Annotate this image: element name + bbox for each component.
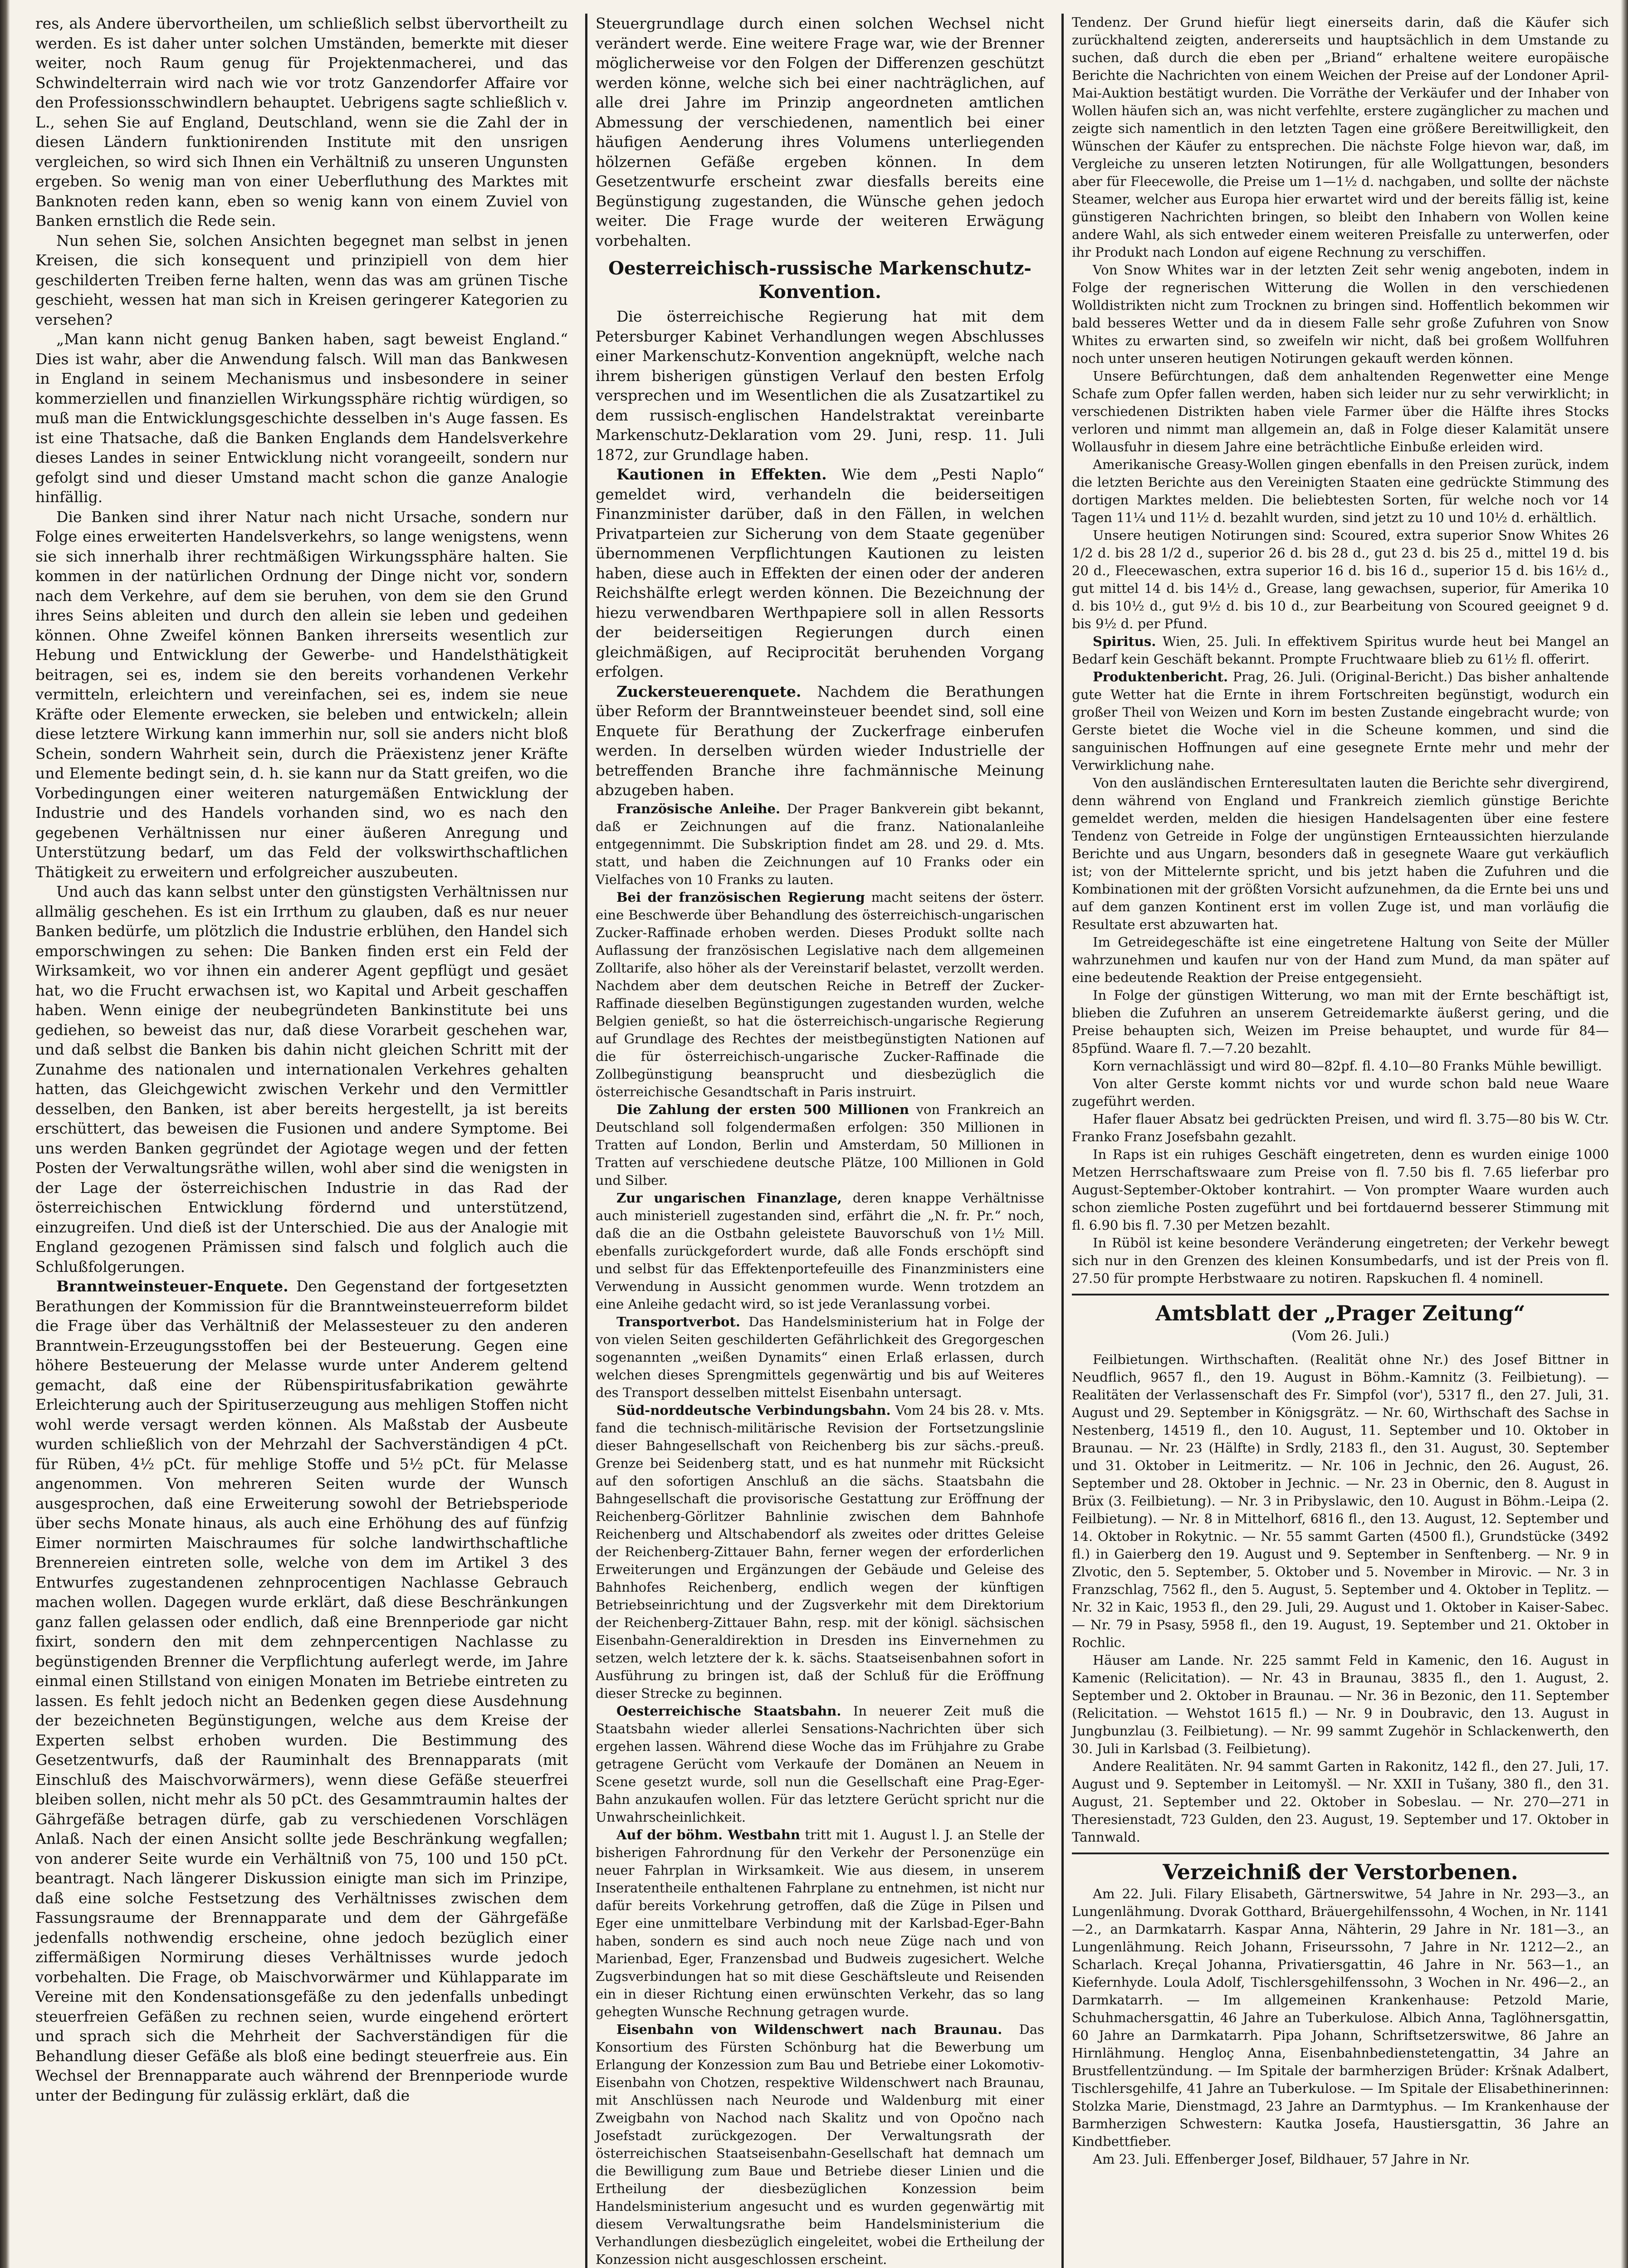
- article-paragraph: [596, 682, 1044, 800]
- column-2: [585, 14, 1052, 2268]
- section-heading-kautionen: Kautionen in Effekten.: [616, 465, 827, 483]
- article-paragraph: [596, 889, 1044, 1101]
- column-1: [27, 14, 576, 2268]
- article-paragraph: In Raps ist ein ruhiges Geschäft eingetreten, denn es wurden einige 1000 Metzen Herrschaftswaare zum Preise von fl. 7.50 bis fl. 7.65 lieferbar pro August-September-Oktober kontrahirt. — Von prompter Waare wurden auch schon ziemliche Posten zugeführt und bei fortdauernd besserer Stimmung mit fl. 6.90 bis fl. 7.30 per Metzen bezahlt.: [1072, 1147, 1609, 1233]
- article-paragraph: Häuser am Lande. Nr. 225 sammt Feld in Kamenic, den 16. August in Kamenic (Relicitation). — Nr. 43 in Braunau, 3835 fl., den 1. August, 2. September und 2. Oktober in Braunau. — Nr. 36 in Bezonic, den 11. September (Relicitation. — Wehstot 1615 fl.) — Nr. 9 in Doubravic, den 13. August in Jungbunzlau (3. Feilbietung). — Nr. 99 sammt Zugehör in Schlackenwerth, den 30. Juli in Karlsbad (3. Feilbietung).: [1072, 1652, 1609, 1756]
- article-paragraph: In Rüböl ist keine besondere Veränderung eingetreten; der Verkehr bewegt sich nur in den Grenzen des kleinen Konsumbedarfs, und ist der Preis von fl. 27.50 für prompte Herbstwaare zu notiren. Rapskuchen fl. 4 nominell.: [1072, 1235, 1609, 1286]
- section-heading-braunau: Eisenbahn von Wildenschwert nach Braunau.: [616, 2021, 1002, 2037]
- article-text: deren knappe Verhältnisse auch ministeriell zugestanden sind, erfährt die „N. fr. Pr.“ noch, daß die an die Ostbahn geleistete Bauvorschuß von 1½ Mill. ebenfalls zurückgefordert wurde, daß alle Fonds erschöpft sind und selbst für das Effektenportefeuille des Finanzministers eine Verwendung in Aussicht genommen wurde. Wenn trotzdem an eine Anleihe gedacht wird, so ist jede Veranlassung vorbei.: [596, 1190, 1045, 1312]
- page-edge-shadow-left: [0, 0, 10, 2268]
- section-heading-finanzlage: Zur ungarischen Finanzlage,: [616, 1190, 842, 1206]
- article-paragraph: Unsere heutigen Notirungen sind: Scoured, extra superior Snow Whites 26 1/2 d. bis 28 1/2 d., superior 26 d. bis 28 d., gut 23 d. bis 25 d., mittel 19 d. bis 20 d., Fleecewaschen, extra superior 16 d. bis 16 d., superior 15 d. bis 16½ d., gut mittel 14 d. bis 14½ d., Grease, lang gewachsen, superior, für Amerika 10 d. bis 10½ d., gut 9½ d. bis 10 d., zur Bearbeitung von Scoured geeignet 9 d. bis 9½ d. per Pfund.: [1072, 528, 1609, 631]
- section-heading-branntweinsteuer: Branntweinsteuer-Enquete.: [56, 1277, 288, 1295]
- article-text: von Frankreich an Deutschland soll folgendermaßen erfolgen: 350 Millionen in Tratten auf London, Berlin und Amsterdam, 50 Millionen in Tratten auf verschiedene deutsche Plätze, 100 Millionen in Gold und Silber.: [596, 1101, 1045, 1188]
- article-text: Prag, 26. Juli. (Original-Bericht.) Das bisher anhaltende gute Wetter hat die Ernte in ihrem Fortschreiten begünstigt, wodurch ein großer Theil von Weizen und Korn im besten Zustande eingebracht wurde; von Gerste bietet die Woche viel in die Scheune kommen, und sind die sanguinischen Hoffnungen auf eine gesegnete Ernte mehr und mehr der Verwirklichung nahe.: [1072, 669, 1609, 773]
- column-3: [1061, 14, 1617, 2268]
- article-paragraph: [596, 1402, 1044, 1702]
- article-text: Der Prager Bankverein gibt bekannt, daß er Zeichnungen auf die franz. Nationalanleihe entgegennimmt. Die Subskription findet am 28. und 29. d. Mts. statt, und haben die Zeichnungen auf 10 Franks oder ein Vielfaches von 10 Franks zu lauten.: [596, 801, 1044, 887]
- article-paragraph: [35, 1276, 568, 2105]
- section-heading-anleihe: Französische Anleihe.: [616, 801, 781, 816]
- article-paragraph: [596, 1826, 1044, 2021]
- article-paragraph: [596, 1702, 1044, 1826]
- article-paragraph: Die österreichische Regierung hat mit dem Petersburger Kabinet Verhandlungen wegen Abschlusses einer Markenschutz-Konvention angeknüpft, welche nach ihrem bisherigen günstigen Verlauf den besten Erfolg versprechen und im Wesentlichen die als Zusatzartikel zu dem russisch-englischen Handelstraktat vereinbarte Markenschutz-Deklaration vom 29. Juni, resp. 11. Juli 1872, zur Grundlage haben.: [596, 308, 1044, 464]
- section-subheading-date: (Vom 26. Juli.): [1291, 1328, 1389, 1344]
- article-paragraph: [596, 1189, 1044, 1313]
- article-paragraph: Die Banken sind ihrer Natur nach nicht Ursache, sondern nur Folge eines erweiterten Handelsverkehrs, so lange wenigstens, wenn sie sich innerhalb ihrer rechtmäßigen Wirkungssphäre halten. Sie kommen in der natürlichen Ordnung der Dinge nicht vor, sondern nach dem Verkehre, auf dem sie beruhen, von dem sie den Grund ihres Seins ableiten und durch den allein sie leben und gedeihen können. Ohne Zweifel können Banken ihrerseits wesentlich zur Hebung und Entwicklung der Gewerbe- und Handelsthätigkeit beitragen, sei es, indem sie den bereits vorhandenen Verkehr vermitteln, erleichtern und vereinfachen, sei es, indem sie neue Kräfte oder Elemente erwecken, sie beleben und entwickeln; allein diese letztere Wirkung kann immerhin nur, soll sie anders nicht bloß Schein, sondern Wahrheit sein, durch die Präexistenz jener Kräfte und Elemente bedingt sein, d. h. sie kann nur da Statt greifen, wo die Vorbedingungen einer weiteren naturgemäßen Entwicklung der Industrie und des Handels vorhanden sind, wo es nach den gegebenen Verhältnissen nur einer äußeren Anregung und Unterstützung bedarf, um das Feld der volkswirthschaftlichen Thätigkeit zu erweitern und erfolgreicher auszubeuten.: [35, 508, 568, 881]
- article-paragraph: Im Getreidegeschäfte ist eine eingetretene Haltung von Seite der Müller wahrzunehmen und kaufen nur von der Hand zum Mund, da man später auf eine bedeutende Reaktion der Preise entgegensieht.: [1072, 934, 1609, 985]
- article-paragraph: In Folge der günstigen Witterung, wo man mit der Ernte beschäftigt ist, blieben die Zufuhren an unserem Getreidemarkte äußerst gering, und die Preise behaupten sich, Weizen im Preise behauptet, und wurde für 84—85pfünd. Waare fl. 7.—7.20 bezahlt.: [1072, 987, 1609, 1056]
- article-paragraph: [1072, 668, 1609, 774]
- article-text: Das Konsortium des Fürsten Schönburg hat die Bewerbung um Erlangung der Konzession zum Bau und Betriebe einer Lokomotiv-Eisenbahn von Chotzen, respektive Wildenschwert nach Braunau, mit Anschlüssen nach Neurode und Waldenburg mit einer Zweigbahn von Nachod nach Skalitz und von Opočno nach Josefstadt zurückgezogen. Der Verwaltungsrath der österreichischen Staatseisenbahn-Gesellschaft hat demnach um die Bewilligung zum Baue und Betriebe dieser Linien und die Ertheilung der diesbezüglichen Konzession beim Handelsministerium angesucht und es wurden gegenwärtig mit diesem Verwaltungsrathe beim Handelsministerium die Verhandlungen diesbezüglich eingeleitet, wobei die Ertheilung der Konzession nicht ausgeschlossen erscheint.: [596, 2021, 1044, 2267]
- section-heading-zuckersteuer: Zuckersteuerenquete.: [616, 682, 802, 700]
- divider: [1072, 1294, 1609, 1295]
- article-text: Vom 24 bis 28. v. Mts. fand die technisch-militärische Revision der Fortsetzungslinie dieser Bahngesellschaft von Reichenberg bis zur sächs.-preuß. Grenze bei Seidenberg statt, und es hat nunmehr mit Rücksicht auf den sofortigen Anschluß an die sächs. Staatsbahn die Bahngesellschaft die provisorische Gestattung zur Eröffnung der Reichenberg-Görlitzer Bahnlinie zwischen dem Bahnhofe Reichenberg und Altschabendorf als zweites oder drittes Geleise der Reichenberg-Zittauer Bahn, ferner wegen der erforderlichen Erweiterungen und Ergänzungen der Gebäude und Geleise des Bahnhofes Reichenberg, endlich wegen der künftigen Betriebseinrichtung und der Zugsverkehr mit dem Direktorium der Reichenberg-Zittauer Bahn, resp. mit der königl. sächsischen Eisenbahn-Generaldirektion in Dresden ins Einvernehmen zu setzen, welch letztere der k. k. sächs. Staatseisenbahnen sofort in Ausführung zu bringen ist, daß der Schluß für die Eröffnung dieser Strecke zu beginnen.: [596, 1402, 1045, 1701]
- section-heading-regierung: Bei der französischen Regierung: [616, 889, 865, 905]
- page-edge-shadow-right: [1621, 0, 1628, 2268]
- article-paragraph: [596, 464, 1044, 682]
- divider: [1072, 1853, 1609, 1854]
- article-paragraph: Von Snow Whites war in der letzten Zeit sehr wenig angeboten, indem in Folge der regnerischen Witterung die Wollen in den verschiedenen Wolldistrikten nicht zum Trocknen zu bringen sind. Hoffentlich bekommen wir bald besseres Wetter und da in diesem Falle sehr große Zufuhren von Snow Whites zu erwarten sind, so zweifeln wir nicht, daß bei großem Wollfuhren noch unter unseren heutigen Notirungen gekauft werden können.: [1072, 262, 1609, 366]
- article-paragraph: Am 23. Juli. Effenberger Josef, Bildhauer, 57 Jahre in Nr.: [1093, 2151, 1470, 2167]
- section-heading-verbindungsbahn: Süd-norddeutsche Verbindungsbahn.: [616, 1402, 891, 1418]
- article-paragraph: Und auch das kann selbst unter den günstigsten Verhältnissen nur allmälig geschehen. Es ist ein Irrthum zu glauben, daß es nur neuer Banken bedürfe, um plötzlich die Industrie erblühen, den Handel sich emporschwingen zu sehen: Die Banken finden erst ein Feld der Wirksamkeit, wo vor ihnen ein anderer Agent gepflügt und gesäet hat, wo die Frucht erwachsen ist, wo Kapital und Arbeit geschaffen haben. Wenn einige der neubegründeten Bankinstitute bei uns gediehen, so beweist das nur, daß diese Vorarbeit geschehen war, und daß selbst die Banken bis dahin nicht gleichen Schritt mit der Zunahme des nationalen und internationalen Verkehres gehalten hatten, das Gleichgewicht zwischen Verkehr und den Vermittler desselben, den Banken, ist aber bereits hergestellt, ja ist bereits erschüttert, das beweisen die Fusionen und andere Symptome. Bei uns werden Banken gegründet der Agiotage wegen und der fetten Posten der Verwaltungsräthe willen, wohl aber sind die wenigsten in der Lage der österreichischen Industrie in das Rad der österreichischen Entwicklung fördernd und unterstützend, einzugreifen. Und dieß ist der Unterschied. Die aus der Analogie mit England gezogenen Prämissen sind falsch und folglich auch die Schlußfolgerungen.: [35, 883, 568, 1276]
- article-paragraph: Korn vernachlässigt und wird 80—82pf. fl. 4.10—80 Franks Mühle bewilligt.: [1093, 1058, 1602, 1074]
- article-paragraph: [1072, 633, 1609, 668]
- section-heading-millionen: Die Zahlung der ersten 500 Millionen: [616, 1101, 909, 1117]
- article-paragraph: Am 22. Juli. Filary Elisabeth, Gärtnerswitwe, 54 Jahre in Nr. 293—3., an Lungenlähmung. Dvorak Gotthard, Bräuergehilfenssohn, 4 Wochen, in Nr. 1141—2., an Darmkatarrh. Kaspar Anna, Nähterin, 29 Jahre in Nr. 181—3., an Lungenlähmung. Reich Johann, Friseurssohn, 7 Jahre in Nr. 1212—2., an Scharlach. Kreçal Johanna, Privatiersgattin, 46 Jahre in Nr. 563—1., an Kiefernhyde. Loula Adolf, Tischlersgehilfenssohn, 3 Wochen in Nr. 496—2., an Darmkatarrh. — Im allgemeinen Krankenhause: Petzold Marie, Schuhmachersgattin, 46 Jahre an Tuberkulose. Albich Anna, Taglöhnersgattin, 60 Jahre an Darmkatarrh. Pipa Johann, Schriftsetzerswitwe, 86 Jahre an Hirnlähmung. Hengloç Anna, Eisenbahnbedienstetengattin, 34 Jahre an Brustfellentzündung. — Im Spitale der barmherzigen Brüder: Kršnak Adalbert, Tischlersgehilfe, 41 Jahre an Tuberkulose. — Im Spitale der Elisabethinerinnen: Stolzka Marie, Dienstmagd, 23 Jahre an Darmtyphus. — Im Krankenhause der Barmherzigen Schwestern: Kautka Josefa, Haustiersgattin, 36 Jahre an Kindbettfieber.: [1072, 1886, 1609, 2149]
- article-paragraph: Andere Realitäten. Nr. 94 sammt Garten in Rakonitz, 142 fl., den 27. Juli, 17. August und 9. September in Leitomyšl. — Nr. XXII in Tušany, 380 fl., den 31. August, 21. September und 22. Oktober in Sobeslau. — Nr. 270—271 in Theresienstadt, 723 Gulden, den 23. August, 19. September und 17. Oktober in Tannwald.: [1072, 1758, 1609, 1845]
- article-paragraph: Steuergrundlage durch einen solchen Wechsel nicht verändert werde. Eine weitere Frage war, wie der Brenner möglicherweise vor den Folgen der Differenzen geschützt werden könne, welche sich bei einer nachträglichen, auf alle drei Jahre im Prinzip angeordneten amtlichen Abmessung der verschiedenen, namentlich bei einer häufigen Aenderung ihres Volumens unterliegenden hölzernen Gefäße ergeben können. In dem Gesetzentwurfe erscheint zwar diesfalls bereits eine Begünstigung zugestanden, die Wünsche gehen jedoch weiter. Die Frage wurde der weiteren Erwägung vorbehalten.: [596, 15, 1044, 249]
- article-text: In neuerer Zeit muß die Staatsbahn wieder allerlei Sensations-Nachrichten über sich ergehen lassen. Während diese Woche das im Frühjahre zu Grabe getragene Gerücht vom Verkaufe der Domänen an Neuem in Scene gesetzt wurde, soll nun die Gesellschaft eine Prag-Eger-Bahn anzukaufen wollen. Für das letztere Gerücht spricht nur die Unwahrscheinlichkeit.: [596, 1703, 1044, 1825]
- article-paragraph: [596, 2021, 1044, 2268]
- article-text: Wien, 25. Juli. In effektivem Spiritus wurde heut bei Mangel an Bedarf kein Geschäft bekannt. Prompte Fruchtwaare blieb zu 61½ fl. offerirt.: [1072, 634, 1609, 667]
- article-paragraph: [596, 1101, 1044, 1189]
- article-paragraph: Von den ausländischen Ernteresultaten lauten die Berichte sehr divergirend, denn während von England und Frankreich ziemlich günstige Berichte gemeldet werden, melden die hiesigen Handelsagenten über eine festere Tendenz von Getreide in Folge der ungünstigen Ernteaussichten hierzulande Berichte und aus Ungarn, besonders daß in gesegnete Waare gut verkäuflich ist; von der Mittelernte spricht, und bis jetzt haben die Zufuhren und die Kombinationen mit der größten Vorsicht aufzunehmen, da die Ernte bei uns und auf dem ganzen Kontinent erst im vollen Zuge ist, und man vorläufig die Resultate erst abzuwarten hat.: [1072, 775, 1609, 932]
- article-paragraph: [596, 1313, 1044, 1402]
- article-paragraph: „Man kann nicht genug Banken haben, sagt beweist England.“ Dies ist wahr, aber die Anwendung falsch. Will man das Bankwesen in England in seinem Mechanismus und insbesondere in seiner kommerziellen und finanziellen Wirkungssphäre richtig würdigen, so muß man die Entwicklungsgeschichte desselben in's Auge fassen. Es ist eine Thatsache, daß die Banken Englands dem Handelsverkehre dieses Landes in seiner Entwicklung nicht vorangeeilt, sondern nur gefolgt sind und dieser Umstand macht schon die ganze Analogie hinfällig.: [35, 330, 568, 506]
- article-paragraph: Amerikanische Greasy-Wollen gingen ebenfalls in den Preisen zurück, indem die letzten Berichte aus den Vereinigten Staaten eine gedrückte Stimmung des dortigen Marktes melden. Die beliebtesten Sorten, für welche noch vor 14 Tagen 11¼ und 11½ d. bezahlt wurden, sind jetzt zu 10 und 10½ d. erhältlich.: [1072, 457, 1609, 525]
- section-heading-verstorbene: Verzeichniß der Verstorbenen.: [1163, 1859, 1518, 1884]
- section-heading-markenschutz: Oesterreichisch-russische Markenschutz-Konvention.: [608, 258, 1032, 303]
- article-paragraph: Unsere Befürchtungen, daß dem anhaltenden Regenwetter eine Menge Schafe zum Opfer fallen werden, haben sich leider nur zu sehr verwirklicht; in verschiedenen Distrikten haben viele Farmer über die Hälfte ihres Stocks verloren und nimmt man allgemein an, daß in Folge dieser Kalamität unsere Wollausfuhr in diesem Jahre eine beträchtliche Einbuße erleiden wird.: [1072, 368, 1609, 455]
- section-heading-amtsblatt: Amtsblatt der „Prager Zeitung“: [1155, 1301, 1525, 1325]
- article-text: Das Handelsministerium hat in Folge der von vielen Seiten geschilderten Gefährlichkeit des Gregorgeschen sogenannten „weißen Dynamits“ einen Erlaß erlassen, durch welchen dieses Sprengmittels gegenwärtig und bis auf Weiteres des Transport desselben mittelst Eisenbahn untersagt.: [596, 1314, 1044, 1400]
- article-text: tritt mit 1. August l. J. an Stelle der bisherigen Fahrordnung für den Verkehr der Personenzüge ein neuer Fahrplan in Wirksamkeit. Wie aus diesem, in unserem Inseratentheile enthaltenen Fahrplane zu entnehmen, ist nicht nur dafür bereits Vorkehrung getroffen, daß die Züge in Pilsen und Eger eine unmittelbare Verbindung mit der Karlsbad-Eger-Bahn haben, sondern es sind auch noch neue Züge nach und von Marienbad, Eger, Franzensbad und Budweis zugesichert. Welche Zugsverbindungen hat so mit diese Geschäftsleute und Reisenden ein in dieser Richtung einen erwünschten Verkehr, das so lang gehegten Wunsche Rechnung getragen wurde.: [596, 1827, 1045, 2019]
- article-text: Nachdem die Berathungen über Reform der Branntweinsteuer beendet sind, soll eine Enquete für Berathung der Zuckerfrage einberufen werden. In derselben würden wieder Industrielle der betreffenden Branche ihre fachmännische Meinung abzugeben haben.: [596, 682, 1045, 799]
- article-paragraph: Von alter Gerste kommt nichts vor und wurde schon bald neue Waare zugeführt werden.: [1072, 1076, 1609, 1109]
- article-paragraph: Tendenz. Der Grund hiefür liegt einerseits darin, daß die Käufer sich zurückhaltend zeigten, andererseits und hauptsächlich in dem Umstande zu suchen, daß durch die eben per „Briand“ erhaltene weitere europäische Berichte die Nachrichten von einem Weichen der Preise auf der Londoner April-Mai-Auktion bestätigt wurden. Die Vorräthe der Verkäufer und der Inhaber von Wollen häufen sich an, was nicht verfehlte, erstere zugänglicher zu machen und zeigte sich namentlich in den letzten Tagen eine größere Bereitwilligkeit, den Wünschen der Käufer zu entsprechen. Die nächste Folge hievon war, daß, im Vergleiche zu unseren letzten Notirungen, für alle Wollgattungen, besonders aber für Fleecewolle, die Preise um 1—1½ d. nachgaben, und sollte der nächste Steamer, welcher aus Europa hier erwartet wird und der bereits fällig ist, keine günstigeren Nachrichten bringen, so bleibt den Inhabern von Wollen keine andere Wahl, als sich entweder einem weiteren Preisfalle zu unterwerfen, oder ihr Produkt nach London auf eigene Rechnung zu verschiffen.: [1072, 15, 1609, 260]
- section-heading-spiritus: Spiritus.: [1093, 634, 1156, 649]
- section-heading-produktenbericht: Produktenbericht.: [1093, 669, 1228, 684]
- article-text: macht seitens der österr. eine Beschwerde über Behandlung des österreichisch-ungarischen Zucker-Raffinade erhoben werden. Dieses Produkt sollte nach Auflassung der französischen Legislative nach dem allgemeinen Zolltarife, also höher als der Vereinstarif belastet, verzollt werden. Nachdem aber dem deutschen Reiche in Betreff der Zucker-Raffinade dieselben Begünstigungen zugestanden wurden, welche Belgien genießt, so hat die österreichisch-ungarische Regierung auf Grundlage des Rechtes der meistbegünstigten Nationen auf die für österreichisch-ungarische Zucker-Raffinade die Zollbegünstigung beansprucht und diesbezüglich die österreichische Gesandtschaft in Paris instruirt.: [596, 889, 1045, 1100]
- section-heading-westbahn: Auf der böhm. Westbahn: [616, 1827, 800, 1843]
- article-paragraph: Nun sehen Sie, solchen Ansichten begegnet man selbst in jenen Kreisen, die sich konsequent und prinzipiell von dem hier geschilderten Treiben ferne halten, wenn das was am grünen Tische geschieht, wessen hat man sich in Kreisen geringerer Kategorien zu versehen?: [35, 231, 568, 328]
- article-paragraph: res, als Andere übervortheilen, um schließlich selbst übervortheilt zu werden. Es ist daher unter solchen Umständen, bemerkte mit dieser weiter, noch Raum genug für Projektenmacherei, und das Schwindelterrain wird nach wie vor trotz Ganzendorfer Affaire vor den Professionsschwindlern behauptet. Uebrigens sagte schließlich v. L., sehen Sie auf England, Deutschland, wenn sie die Zahl der in diesen Ländern funktionirenden Institute mit den unsrigen vergleichen, so wird sich Ihnen ein Verhältniß zu unseren Ungunsten ergeben. So wenig man von einer Ueberfluthung des Marktes mit Banknoten reden kann, eben so wenig kann von einem Zuviel von Banken ernstlich die Rede sein.: [35, 15, 568, 230]
- section-heading-transportverbot: Transportverbot.: [616, 1314, 740, 1330]
- article-text: Wie dem „Pesti Naplo“ gemeldet wird, verhandeln die beiderseitigen Finanzminister darüber, daß in den Fällen, in welchen Privatparteien zur Sicherung von dem Staate gegenüber übernommenen Verpflichtungen Kautionen zu leisten haben, diese auch in Effekten der einen oder der anderen Reichshälfte erlegt werden können. Die Bezeichnung der hiezu verwendbaren Werthpapiere soll in allen Ressorts der beiderseitigen Regierungen durch einen gleichmäßigen, auf Reciprocität beruhenden Vorgang erfolgen.: [596, 465, 1044, 680]
- article-paragraph: Hafer flauer Absatz bei gedrückten Preisen, und wird fl. 3.75—80 bis W. Ctr. Franko Franz Josefsbahn gezahlt.: [1072, 1111, 1609, 1144]
- article-paragraph: [596, 800, 1044, 889]
- article-paragraph: Feilbietungen. Wirthschaften. (Realität ohne Nr.) des Josef Bittner in Neudflich, 9657 fl., den 19. August in Böhm.-Kamnitz (3. Feilbietung). — Realitäten der Verlassenschaft des Fr. Simpfol (vor'), 5317 fl., den 27. Juli, 31. August und 29. September in Königsgrätz. — Nr. 60, Wirthschaft des Sachse in Nestenberg, 14519 fl., den 10. August, 11. September und 10. Oktober in Braunau. — Nr. 23 (Hälfte) in Srdly, 2183 fl., den 31. August, 30. September und 31. Oktober in Leitmeritz. — Nr. 106 in Jechnic, den 26. August, 26. September und 28. Oktober in Jechnic. — Nr. 23 in Obernic, den 8. August in Brüx (3. Feilbietung). — Nr. 3 in Pribyslawic, den 10. August in Böhm.-Leipa (2. Feilbietung). — Nr. 8 in Mittelhorf, 6816 fl., den 13. August, 12. September und 14. Oktober in Rokytnic. — Nr. 55 sammt Garten (4500 fl.), Grundstücke (3492 fl.) in Gaierberg den 19. August und 9. September in Senftenberg. — Nr. 9 in Zlvotic, den 5. September, 5. Oktober und 5. November in Mirovic. — Nr. 3 in Franzschlag, 7562 fl., den 5. August, 5. September und 4. Oktober in Teplitz. — Nr. 32 in Kaic, 1953 fl., den 29. Juli, 29. August und 1. Oktober in Kaiser-Sabec. — Nr. 79 in Psasy, 5958 fl., den 19. August, 19. September und 21. Oktober in Rochlic.: [1072, 1351, 1609, 1650]
- section-heading-staatsbahn: Oesterreichische Staatsbahn.: [616, 1703, 841, 1719]
- article-text: Den Gegenstand der fortgesetzten Berathungen der Kommission für die Branntweinsteuerreform bildet die Frage über das Verhältniß der Melassesteuer zu den anderen Branntwein-Erzeugungsstoffen bei der Besteuerung. Gegen eine höhere Besteuerung der Melasse wurde unter Anderem geltend gemacht, daß eine der Rübenspiritusfabrikation gewährte Erleichterung auch der Spirituserzeugung aus mehligen Stoffen nicht wohl werde versagt werden können. Als Maßstab der Ausbeute wurden schließlich von der Mehrzahl der Sachverständigen 4 pCt. für Rüben, 4½ pCt. für mehlige Stoffe und 5½ pCt. für Melasse angenommen. Von mehreren Seiten wurde der Wunsch ausgesprochen, daß eine Erweiterung sowohl der Betriebsperiode über sechs Monate hinaus, als auch eine Erhöhung des auf fünfzig Eimer normirten Maischraumes für solche landwirthschaftliche Brennereien eintreten solle, welche von dem im Artikel 3 des Entwurfes zugestandenen zehnprocentigen Nachlasse Gebrauch machen wollen. Dagegen wurde erklärt, daß diese Beschränkungen ganz fallen gelassen oder endlich, daß eine Brennperiode gar nicht fixirt, sondern den mit dem zehnpercentigen Nachlasse zu begünstigenden Brenner die Verpflichtung auferlegt werde, im Jahre einmal einen Stillstand von einigen Monaten im Betriebe eintreten zu lassen. Es fehlt jedoch nicht an Bedenken gegen diese Ausdehnung der bezeichneten Begünstigungen, welche aus dem Kreise der Experten selbst erhoben wurden. Die Bestimmung des Gesetzentwurfs, daß der Rauminhalt des Brennapparats (mit Einschluß des Maischvorwärmers), wenn diese Gefäße steuerfrei bleiben sollen, nicht mehr als 50 pCt. des Gesammtraumin haltes der Gährgefäße betragen dürfe, gab zu verschiedenen Vorschlägen Anlaß. Nach der einen Ansicht sollte jede Beschränkung wegfallen; von anderer Seite wurde ein Verhältniß von 75, 100 und 150 pCt. beantragt. Nach längerer Diskussion einigte man sich im Prinzipe, daß eine solche Festsetzung des Verhältnisses zwischen dem Fassungsraume der Brennapparate und dem der Gährgefäße jedenfalls nothwendig erscheine, ohne jedoch bezüglich einer ziffermäßigen Normirung dieses Verhältnisses wurde jedoch vorbehalten. Die Frage, ob Maischvorwärmer und Kühlapparate im Vereine mit den Kondensationsgefäße zu den jedenfalls unbedingt steuerfreien Gefäßen zu rechnen seien, wurde eingehend erörtert und sprach sich die Mehrheit der Sachverständigen für die Behandlung dieser Gefäße als bloß eine bedingt steuerfreie aus. Ein Wechsel der Brennapparate auch während der Brennperiode wurde unter der Bedingung für zulässig erklärt, daß die: [35, 1277, 568, 2104]
